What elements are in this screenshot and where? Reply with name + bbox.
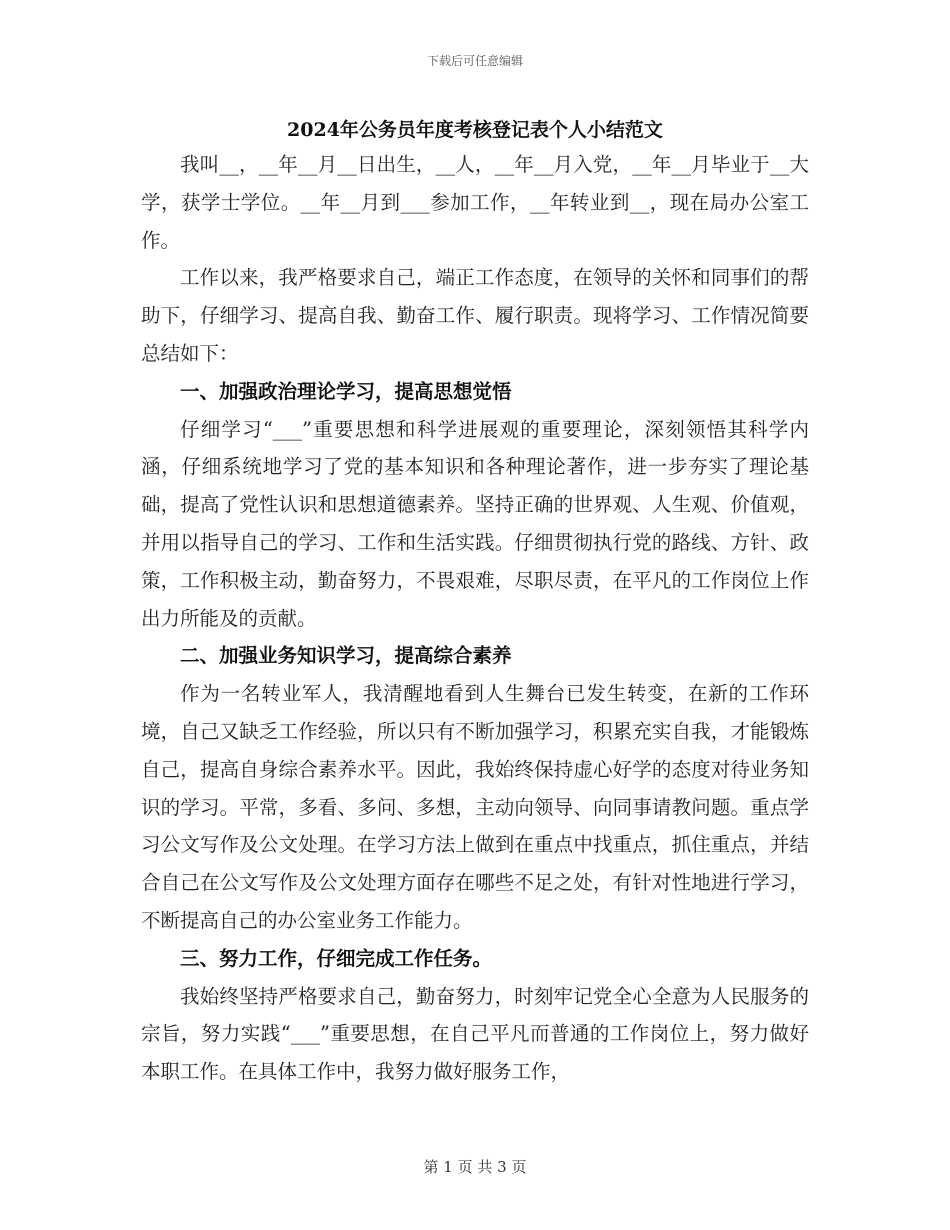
section-2-paragraph: 作为一名转业军人，我清醒地看到人生舞台已发生转变，在新的工作环境，自己又缺乏工作经验，所以只有不断加强学习，积累充实自我，才能锻炼自己，提高自身综合素养水平。因此，我始终保持虚心好学的态度对待业务知识的学习。平常，多看、多问、多想，主动向领导、向同事请教问题。重点学习公文写作及公文处理。在学习方法上做到在重点中找重点，抓住重点，并结合自己在公文写作及公文处理方面存在哪些不足之处，有针对性地进行学习，不断提高自己的办公室业务工作能力。 <box>141 682 809 932</box>
intro-paragraph-1: 我叫__，__年__月__日出生，__人，__年__月入党，__年__月毕业于__大学，获学士学位。__年__月到___参加工作，__年转业到__，现在局办公室工作。 <box>141 153 809 252</box>
page-header-note: 下载后可任意编辑 <box>426 54 523 68</box>
section-1-paragraph: 仔细学习“___”重要思想和科学进展观的重要理论，深刻领悟其科学内涵，仔细系统地学习了党的基本知识和各种理论著作，进一步夯实了理论基础，提高了党性认识和思想道德素养。坚持正确的世界观、人生观、价值观，并用以指导自己的学习、工作和生活实践。仔细贯彻执行党的路线、方针、政策，工作积极主动，勤奋努力，不畏艰难，尽职尽责，在平凡的工作岗位上作出力所能及的贡献。 <box>141 417 809 630</box>
page-number: 第 1 页 共 3 页 <box>423 1158 527 1176</box>
section-3-paragraph: 我始终坚持严格要求自己，勤奋努力，时刻牢记党全心全意为人民服务的宗旨，努力实践“___”重要思想，在自己平凡而普通的工作岗位上，努力做好本职工作。在具体工作中，我努力做好服务工作， <box>141 984 809 1084</box>
section-1-heading: 一、加强政治理论学习，提高思想觉悟 <box>180 379 512 403</box>
section-2-heading: 二、加强业务知识学习，提高综合素养 <box>180 644 512 668</box>
section-3-heading: 三、努力工作，仔细完成工作任务。 <box>180 946 493 970</box>
intro-paragraph-2: 工作以来，我严格要求自己，端正工作态度，在领导的关怀和同事们的帮助下，仔细学习、提高自我、勤奋工作、履行职责。现将学习、工作情况简要总结如下： <box>141 266 809 365</box>
document-body <box>141 146 809 1091</box>
document-title: 2024年公务员年度考核登记表个人小结范文 <box>287 119 663 141</box>
